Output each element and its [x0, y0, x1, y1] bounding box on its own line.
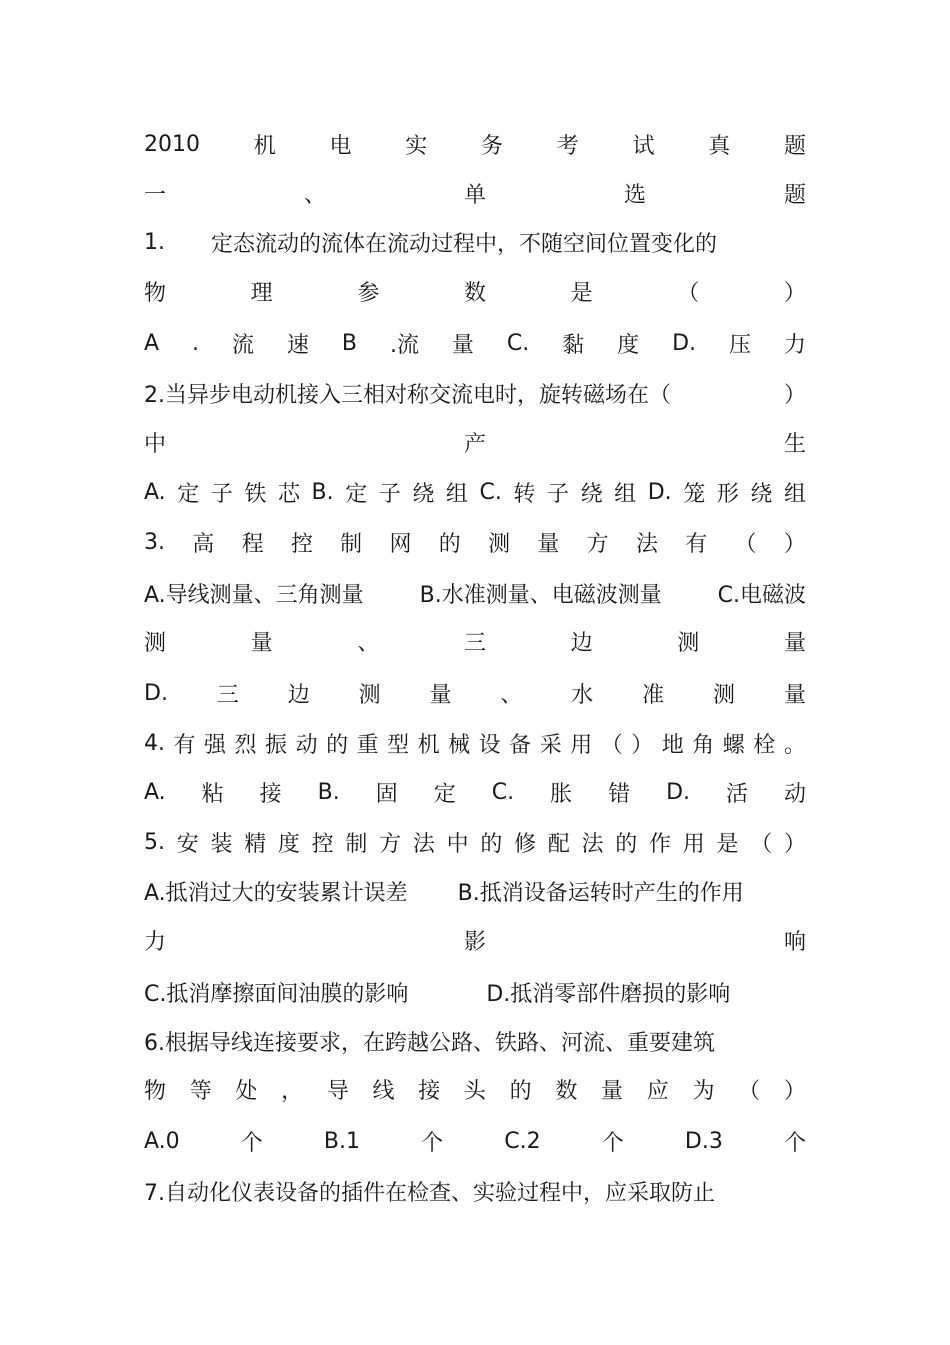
- text-token: 试: [632, 133, 655, 159]
- text-token: B.: [311, 479, 334, 505]
- text-token: 用: [682, 831, 705, 857]
- text-token: 考: [556, 133, 579, 159]
- text-token: 力: [144, 929, 167, 955]
- text-token: 机: [417, 732, 440, 758]
- text-token: 活: [725, 781, 748, 807]
- text-token: 产: [463, 431, 486, 457]
- text-token: 导: [326, 1078, 349, 1104]
- text-token: 笼: [683, 481, 706, 507]
- text-token: 电: [329, 133, 352, 159]
- q6-stem-line1: [144, 1024, 806, 1058]
- text-token: 有: [685, 531, 708, 557]
- text-token: 头: [463, 1078, 486, 1104]
- text-token: 为: [692, 1078, 715, 1104]
- q5-option-c: C.抵消摩擦面间油膜的影响: [144, 981, 409, 1007]
- text-token: 安: [176, 831, 199, 857]
- q1-number: 1.: [144, 229, 165, 255]
- text-token: 选: [623, 182, 646, 208]
- text-token: C.: [479, 479, 502, 505]
- text-token: D.: [666, 779, 690, 805]
- text-token: 物: [144, 280, 167, 306]
- text-token: 动: [783, 781, 806, 807]
- q2-stem-line1: [144, 376, 806, 410]
- doc-title: [144, 127, 806, 161]
- text-token: 定: [177, 481, 200, 507]
- text-token: 2010: [144, 131, 200, 157]
- text-token: 网: [389, 531, 412, 557]
- q5-option-d: D.抵消零部件磨损的影响: [486, 981, 731, 1007]
- text-token: 动: [295, 732, 318, 758]
- text-token: 绕: [750, 481, 773, 507]
- q3-option-c-cont: [144, 624, 806, 658]
- text-token: 重: [356, 732, 379, 758]
- text-token: 组: [614, 481, 637, 507]
- text-token: 方: [379, 831, 402, 857]
- text-token: 单: [463, 182, 486, 208]
- text-token: .: [192, 330, 200, 356]
- text-token: 定: [345, 481, 368, 507]
- text-token: 法: [635, 531, 658, 557]
- q1-stem-line2: [144, 274, 806, 308]
- text-token: 真: [708, 133, 731, 159]
- text-token: A.: [144, 479, 166, 505]
- q6-options: [144, 1124, 806, 1158]
- text-token: （: [734, 531, 757, 557]
- text-token: D.: [647, 479, 672, 505]
- text-token: 接: [259, 781, 282, 807]
- text-token: 中: [144, 431, 167, 457]
- text-token: 程: [241, 531, 264, 557]
- text-token: 设: [478, 732, 501, 758]
- text-token: 控: [311, 831, 334, 857]
- text-token: D.3: [684, 1128, 723, 1154]
- q1-options: [144, 326, 806, 360]
- text-token: 的: [438, 531, 461, 557]
- text-token: 。: [783, 732, 806, 758]
- text-token: 个: [601, 1130, 624, 1156]
- q2-options: [144, 475, 806, 509]
- text-token: 流: [231, 332, 254, 358]
- text-token: A.: [144, 779, 166, 805]
- text-token: 用: [570, 732, 593, 758]
- text-token: 错: [608, 781, 631, 807]
- text-token: 法: [581, 831, 604, 857]
- text-token: 一: [144, 182, 167, 208]
- text-token: 等: [189, 1078, 212, 1104]
- text-token: 是: [716, 831, 739, 857]
- text-token: 的: [509, 1078, 532, 1104]
- text-token: 铁: [244, 481, 267, 507]
- text-token: （: [677, 280, 700, 306]
- text-token: B: [341, 330, 357, 356]
- text-token: C.: [506, 330, 530, 356]
- text-token: 量: [429, 682, 452, 708]
- text-token: 题: [783, 133, 806, 159]
- text-token: 参: [357, 280, 380, 306]
- text-token: 控: [290, 531, 313, 557]
- text-token: ）: [783, 531, 806, 557]
- text-token: 方: [586, 531, 609, 557]
- text-token: （: [738, 1078, 761, 1104]
- text-token: 5.: [144, 829, 165, 855]
- text-token: 机: [253, 133, 276, 159]
- text-token: 准: [642, 682, 665, 708]
- text-token: 绕: [580, 481, 603, 507]
- text-token: 螺: [722, 732, 745, 758]
- text-token: 测: [488, 531, 511, 557]
- text-token: 量: [451, 332, 474, 358]
- text-token: 械: [448, 732, 471, 758]
- text-token: 、: [303, 182, 326, 208]
- text-token: 形: [716, 481, 739, 507]
- text-token: ）: [783, 1078, 806, 1104]
- text-token: A: [144, 330, 160, 356]
- text-token: 配: [547, 831, 570, 857]
- text-token: D.: [144, 680, 168, 706]
- text-token: ）: [783, 280, 806, 306]
- q5-option-b-cont: [144, 923, 806, 957]
- text-token: 备: [509, 732, 532, 758]
- q7-stem-text: 7.自动化仪表设备的插件在检查、实验过程中，应采取防止: [144, 1180, 715, 1206]
- text-token: 有: [173, 732, 196, 758]
- text-token: 的: [615, 831, 638, 857]
- text-token: 精: [244, 831, 267, 857]
- q3-option-a: A.导线测量、三角测量: [144, 582, 364, 608]
- text-token: 黏: [562, 332, 585, 358]
- text-token: 采: [539, 732, 562, 758]
- text-token: 量: [783, 682, 806, 708]
- text-token: ）: [631, 732, 654, 758]
- text-token: B.: [317, 779, 340, 805]
- text-token: 、: [500, 682, 523, 708]
- text-token: 转: [513, 481, 536, 507]
- text-token: 线: [372, 1078, 395, 1104]
- q5-options-line1: [144, 874, 806, 908]
- text-token: 作: [649, 831, 672, 857]
- text-token: 固: [375, 781, 398, 807]
- text-token: 的: [326, 732, 349, 758]
- q5-stem: [144, 825, 806, 859]
- text-token: 中: [446, 831, 469, 857]
- text-token: 个: [240, 1130, 263, 1156]
- q6-stem-text: 6.根据导线连接要求，在跨越公路、铁路、河流、重要建筑: [144, 1030, 715, 1056]
- text-token: 4.: [144, 730, 165, 756]
- text-token: 数: [555, 1078, 578, 1104]
- text-token: A.0: [144, 1128, 180, 1154]
- text-token: 测: [358, 682, 381, 708]
- text-token: 水: [571, 682, 594, 708]
- q3-options-line1: [144, 576, 806, 610]
- section-heading: [144, 176, 806, 210]
- text-token: .流: [389, 332, 419, 358]
- text-token: 应: [646, 1078, 669, 1104]
- text-token: 粘: [201, 781, 224, 807]
- text-token: 修: [514, 831, 537, 857]
- text-token: 边: [570, 630, 593, 656]
- q2-blank-close: ）: [783, 382, 806, 408]
- q4-options: [144, 775, 806, 809]
- q3-option-d: [144, 676, 806, 710]
- text-token: 组: [445, 481, 468, 507]
- q7-stem-line1: [144, 1174, 806, 1208]
- text-token: 生: [783, 431, 806, 457]
- text-token: 的: [480, 831, 503, 857]
- text-token: D.: [672, 330, 697, 356]
- text-token: 度: [277, 831, 300, 857]
- q5-options-line2: [144, 975, 806, 1009]
- text-token: 影: [463, 929, 486, 955]
- text-token: 压: [729, 332, 752, 358]
- text-token: 边: [287, 682, 310, 708]
- text-token: 绕: [412, 481, 435, 507]
- text-token: 是: [570, 280, 593, 306]
- text-token: 务: [480, 133, 503, 159]
- text-token: 量: [250, 630, 273, 656]
- q5-option-a: A.抵消过大的安装累计误差: [144, 880, 408, 906]
- text-token: 度: [617, 332, 640, 358]
- text-token: 子: [378, 481, 401, 507]
- text-token: 接: [418, 1078, 441, 1104]
- text-token: （: [750, 831, 773, 857]
- text-token: （: [600, 732, 623, 758]
- text-token: C.2: [504, 1128, 541, 1154]
- text-token: 量: [537, 531, 560, 557]
- text-token: 个: [421, 1130, 444, 1156]
- text-token: 角: [692, 732, 715, 758]
- text-token: 速: [286, 332, 309, 358]
- text-token: 理: [250, 280, 273, 306]
- text-token: 3.: [144, 529, 165, 555]
- text-token: C.: [491, 779, 515, 805]
- text-token: 子: [210, 481, 233, 507]
- text-token: B.1: [323, 1128, 361, 1154]
- text-token: 、: [357, 630, 380, 656]
- text-token: 型: [387, 732, 410, 758]
- text-token: 响: [783, 929, 806, 955]
- text-token: ）: [783, 831, 806, 857]
- text-token: 题: [783, 182, 806, 208]
- text-token: 处: [235, 1078, 258, 1104]
- q1-stem-line1: [144, 225, 806, 259]
- text-token: 振: [265, 732, 288, 758]
- text-token: 量: [601, 1078, 624, 1104]
- q3-stem: [144, 525, 806, 559]
- text-token: 测: [677, 630, 700, 656]
- text-token: 个: [783, 1130, 806, 1156]
- text-token: 装: [210, 831, 233, 857]
- text-token: 组: [783, 481, 806, 507]
- text-token: 三: [216, 682, 239, 708]
- text-token: 实: [405, 133, 428, 159]
- text-token: ，: [281, 1078, 304, 1104]
- text-token: 芯: [277, 481, 300, 507]
- text-token: 高: [192, 531, 215, 557]
- text-token: 栓: [753, 732, 776, 758]
- text-token: 制: [340, 531, 363, 557]
- text-token: 测: [713, 682, 736, 708]
- text-token: 量: [783, 630, 806, 656]
- text-token: 法: [412, 831, 435, 857]
- text-token: 子: [547, 481, 570, 507]
- text-token: 测: [144, 630, 167, 656]
- text-token: 地: [661, 732, 684, 758]
- q3-option-b: B.水准测量、电磁波测量: [419, 582, 662, 608]
- q4-stem: [144, 726, 806, 760]
- text-token: 物: [144, 1078, 167, 1104]
- text-token: 力: [783, 332, 806, 358]
- text-token: 定: [433, 781, 456, 807]
- text-token: 数: [463, 280, 486, 306]
- text-token: 三: [463, 630, 486, 656]
- q5-option-b: B.抵消设备运转时产生的作用: [457, 880, 744, 906]
- text-token: 制: [345, 831, 368, 857]
- q3-option-c: C.电磁波: [717, 582, 806, 608]
- q6-stem-line2: [144, 1072, 806, 1106]
- text-token: 烈: [234, 732, 257, 758]
- q2-stem-line2: [144, 425, 806, 459]
- text-token: 胀: [550, 781, 573, 807]
- q1-stem-text: 定态流动的流体在流动过程中，不随空间位置变化的: [211, 231, 718, 257]
- text-token: 强: [204, 732, 227, 758]
- q2-stem-text: 2.当异步电动机接入三相对称交流电时，旋转磁场在（: [144, 382, 671, 408]
